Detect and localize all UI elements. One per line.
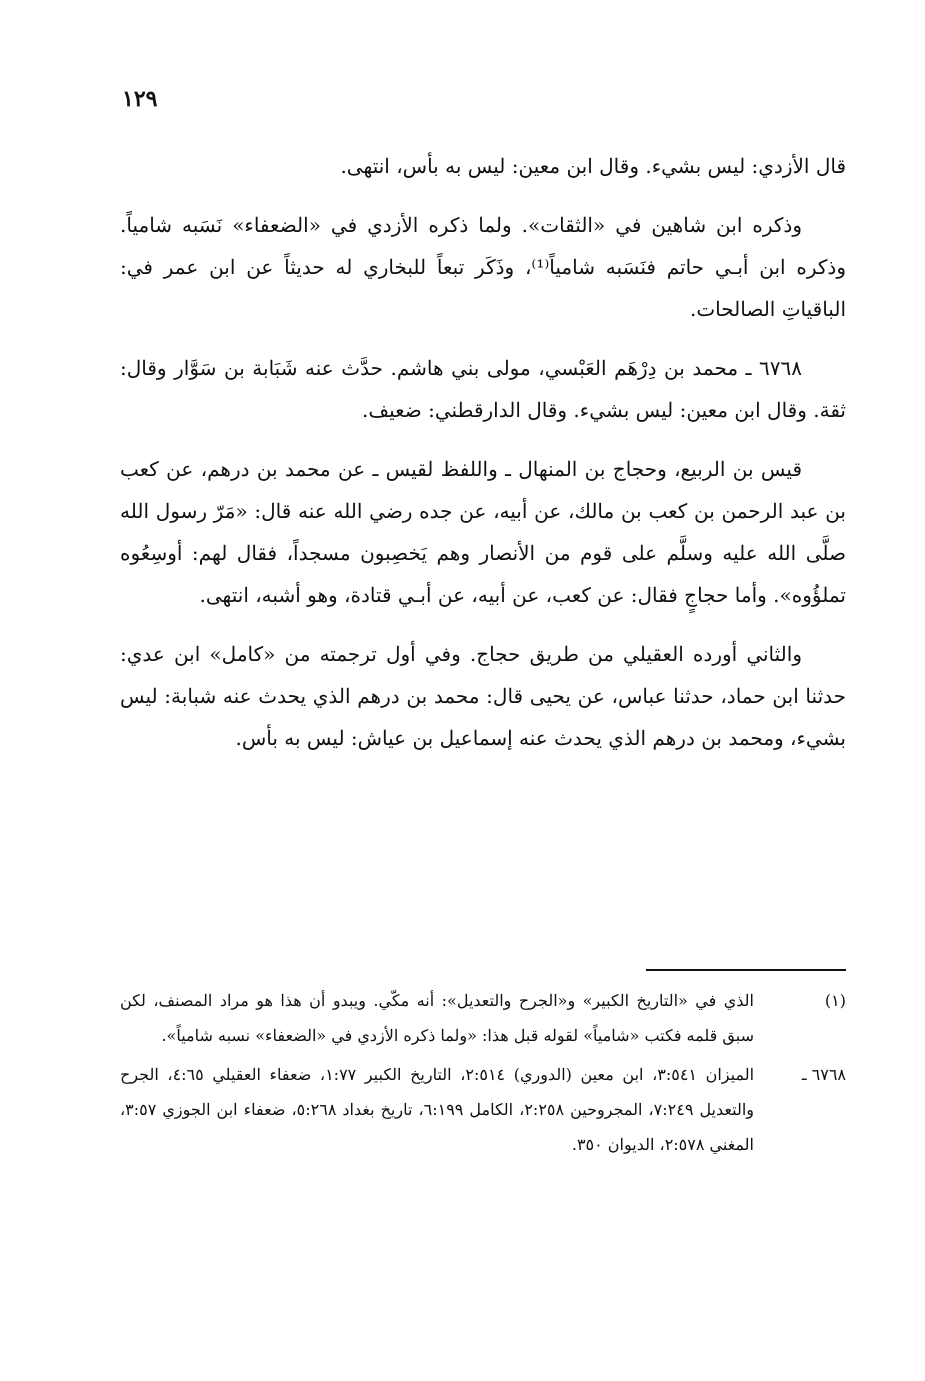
main-text	[120, 145, 846, 776]
entry-6768	[120, 347, 846, 431]
footnote-marker: ٦٧٦٨ ـ	[801, 1065, 846, 1084]
footnote-1	[120, 983, 846, 1053]
entry-text: محمد بن دِرْهَم العَبْسي، مولى بني هاشم. حدَّث عنه شَبَابة بن سَوَّار وقال: ثقة. وقال ابن معين: ليس بشيء. وقال الدارقطني: ضعيف.	[120, 356, 846, 422]
page-number: ١٢٩	[122, 86, 158, 112]
footnote-6768	[120, 1057, 846, 1162]
paragraph-2: وذكره ابن شاهين في «الثقات». ولما ذكره الأزدي في «الضعفاء» نَسَبه شامياً. وذكره ابن أبـي حاتم فنَسَبه شامياً⁽¹⁾، وذَكَر تبعاً للبخاري له حديثاً عن ابن عمر في: الباقياتِ الصالحات.	[120, 213, 846, 321]
footnote-marker: (١)	[824, 991, 846, 1010]
paragraph-4: قيس بن الربيع، وحجاج بن المنهال ـ واللفظ لقيس ـ عن محمد بن درهم، عن كعب بن عبد الرحمن بن كعب بن مالك، عن أبيه، عن جده رضي الله عنه قال: «مَرّ رسول الله صلَّى الله عليه وسلَّم على قوم من الأنصار وهم يَخصِبون مسجداً، فقال لهم: أوسِعُوه تملؤُوه». وأما حجاجٍ فقال: عن كعب، عن أبيه، عن أبـي قتادة، وهو أشبه، انتهى.	[120, 457, 846, 607]
paragraph-5: والثاني أورده العقيلي من طريق حجاج. وفي أول ترجمته من «كامل» ابن عدي: حدثنا ابن حماد، حدثنا عباس، عن يحيى قال: محمد بن درهم الذي يحدث عنه شبابة: ليس بشيء، ومحمد بن درهم الذي يحدث عنه إسماعيل بن عياش: ليس به بأس.	[120, 642, 846, 750]
footnote-text: الميزان ٣:٥٤١، ابن معين (الدوري) ٢:٥١٤، التاريخ الكبير ١:٧٧، ضعفاء العقيلي ٤:٦٥، الجرح والتعديل ٧:٢٤٩، المجروحين ٢:٢٥٨، الكامل ٦:١٩٩، تاريخ بغداد ٥:٢٦٨، ضعفاء ابن الجوزي ٣:٥٧، المغني ٢:٥٧٨، الديوان ٣٥٠.	[120, 1065, 755, 1154]
footnotes	[120, 983, 846, 1166]
footnote-divider	[646, 969, 846, 971]
entry-number: ٦٧٦٨ ـ	[745, 356, 802, 380]
paragraph-1: قال الأزدي: ليس بشيء. وقال ابن معين: ليس به بأس، انتهى.	[340, 154, 846, 178]
footnote-text: الذي في «التاريخ الكبير» و«الجرح والتعديل»: أنه مكّي. ويبدو أن هذا هو مراد المصنف، لكن سبق قلمه فكتب «شامياً» لقوله قبل هذا: «ولما ذكره الأزدي في «الضعفاء» نسبه شامياً».	[120, 991, 754, 1045]
